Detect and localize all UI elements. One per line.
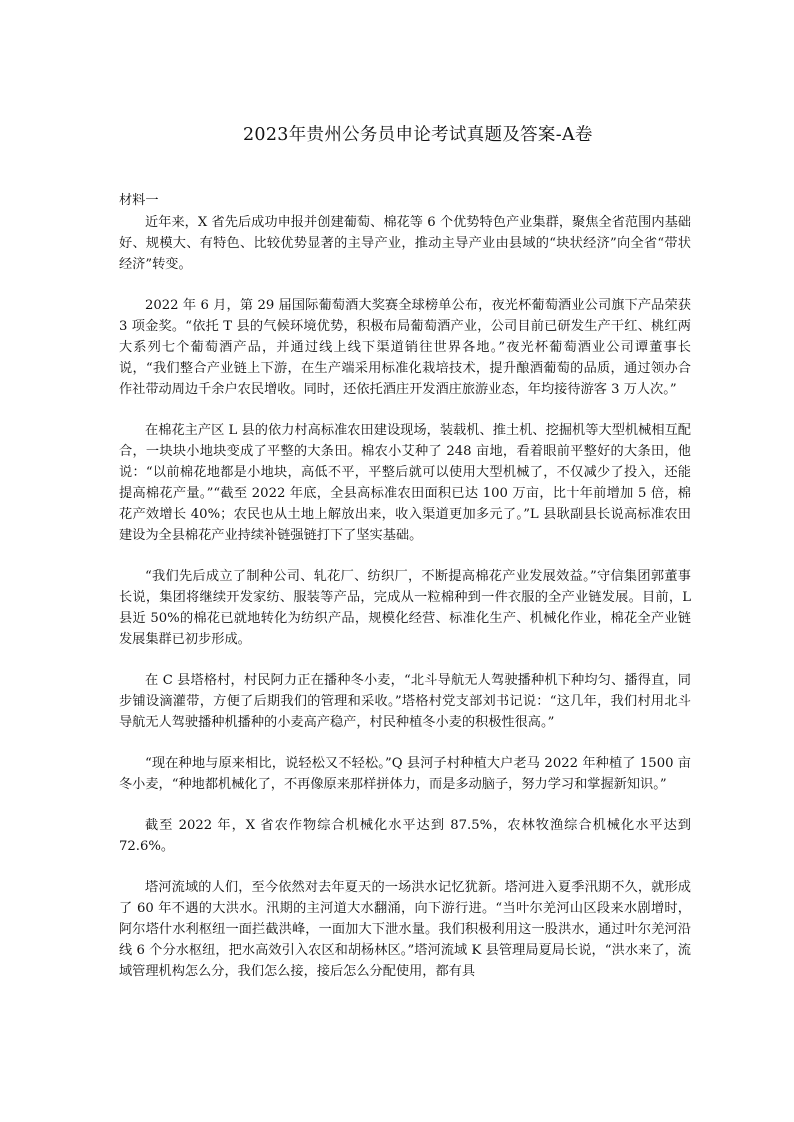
paragraph: 塔河流域的人们，至今依然对去年夏天的一场洪水记忆犹新。塔河进入夏季汛期不久，就形成了 60 年不遇的大洪水。汛期的主河道大水翻涌，向下游行进。“当叶尔羌河山区段来水剧增时，阿尔塔什水利枢纽一面拦截洪峰，一面加大下泄水量。我们积极利用这一股洪水，通过叶尔羌河沿线 6 个分水枢纽，把水高效引入农区和胡杨林区。”塔河流域 K 县管理局夏局长说，“洪水来了，流域管理机构怎么分，我们怎么接，接后怎么分配使用，都有具 <box>119 880 691 979</box>
paragraph: 近年来，X 省先后成功申报并创建葡萄、棉花等 6 个优势特色产业集群，聚焦全省范围内基础好、规模大、有特色、比较优势显著的主导产业，推动主导产业由县域的“块状经济”向全省“带状经济”转变。 <box>119 215 691 272</box>
paragraph: 在 C 县塔格村，村民阿力正在播种冬小麦，“北斗导航无人驾驶播种机下种均匀、播得直，同步铺设滴灌带，方便了后期我们的管理和采收。”塔格村党支部刘书记说：“这几年，我们村用北斗导航无人驾驶播种机播种的小麦高产稳产，村民种植冬小麦的积极性很高。” <box>119 673 691 730</box>
document-body <box>119 212 691 1002</box>
paragraph: 在棉花主产区 L 县的依力村高标准农田建设现场，装载机、推土机、挖掘机等大型机械相互配合，一块块小地块变成了平整的大条田。棉农小艾种了 248 亩地，看着眼前平整好的大条田，他说：“以前棉花地都是小地块，高低不平，平整后就可以使用大型机械了，不仅减少了投入，还能提高棉花产量。”“截至 2022 年底，全县高标准农田面积已达 100 万亩，比十年前增加 5 倍，棉花产效增长 40%；农民也从土地上解放出来，收入渠道更加多元了。”L 县耿副县长说高标准农田建设为全县棉花产业持续补链强链打下了坚实基础。 <box>119 423 691 543</box>
paragraph: 截至 2022 年，X 省农作物综合机械化水平达到 87.5%，农林牧渔综合机械化水平达到 72.6%。 <box>119 818 691 854</box>
paragraph: 2022 年 6 月，第 29 届国际葡萄酒大奖赛全球榜单公布，夜光杯葡萄酒业公司旗下产品荣获 3 项金奖。“依托 T 县的气候环境优势，积极布局葡萄酒产业，公司目前已研发生产干红、桃红两大系列七个葡萄酒产品，并通过线上线下渠道销往世界各地。”夜光杯葡萄酒业公司谭董事长说，“我们整合产业链上下游，在生产端采用标准化栽培技术，提升酿酒葡萄的品质，通过领办合作社带动周边千余户农民增收。同时，还依托酒庄开发酒庄旅游业态，年均接待游客 3 万人次。” <box>119 298 691 397</box>
section-label: 材料一 <box>119 193 159 208</box>
paragraph: “我们先后成立了制种公司、轧花厂、纺织厂，不断提高棉花产业发展效益。”守信集团郭董事长说，集团将继续开发家纺、服装等产品，完成从一粒棉种到一件衣服的全产业链发展。目前，L 县近 50%的棉花已就地转化为纺织产品，规模化经营、标准化生产、机械化作业，棉花全产业链发展集群已初步形成。 <box>119 569 691 647</box>
paragraph: “现在种地与原来相比，说轻松又不轻松。”Q 县河子村种植大户老马 2022 年种植了 1500 亩冬小麦，“种地都机械化了，不再像原来那样拼体力，而是多动脑子，努力学习和掌握新知识。” <box>119 756 691 792</box>
document-title: 2023年贵州公务员申论考试真题及答案-A卷 <box>243 125 593 145</box>
